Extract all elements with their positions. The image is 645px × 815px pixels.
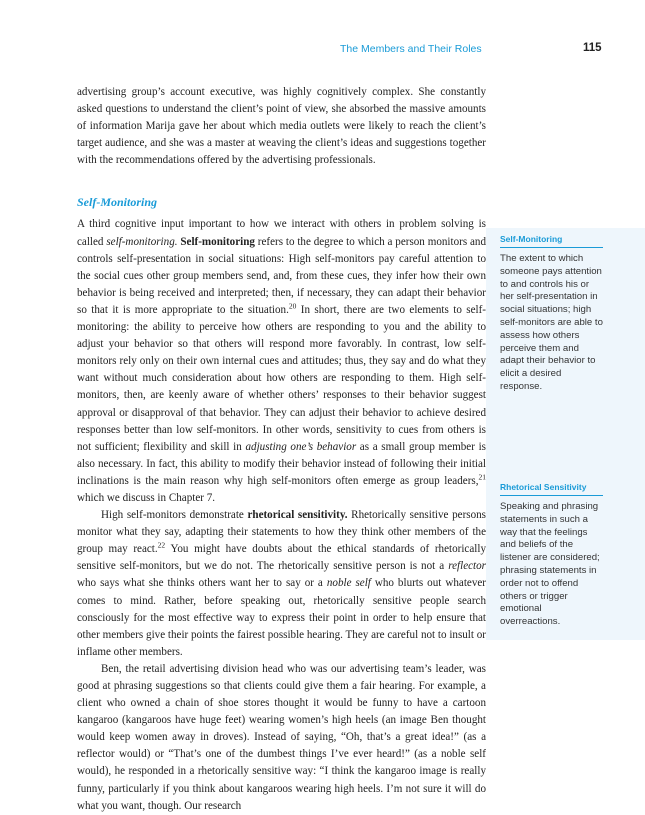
section-heading: Self-Monitoring	[77, 195, 158, 210]
text-run: A third cognitive input important to how we interact with others in problem solving is called	[77, 218, 486, 248]
footnote-ref: 21	[478, 472, 486, 482]
paragraph-rhetorical-sensitivity	[77, 507, 486, 661]
italic-term: reflector	[448, 560, 486, 573]
italic-phrase: adjusting one’s behavior	[245, 440, 357, 453]
italic-term: noble self	[326, 577, 371, 590]
glossary-term: Rhetorical Sensitivity	[500, 482, 603, 496]
text-run: as a small group member is also necessary. In fact, this ability to modify their behavior instead of following their initial inclinations is the main reason why high self-monitors often emerge as group leaders,	[77, 440, 486, 487]
text-run: which we discuss in Chapter 7.	[77, 491, 216, 504]
glossary-definition: Speaking and phrasing statements in such a way that the feelings and beliefs of the listener are considered; phrasing statements in order not to offend others or trigger emotional overreactions.	[500, 501, 600, 628]
paragraph-continued: advertising group’s account executive, was highly cognitively complex. She constantly asked questions to understand the client’s point of view, she absorbed the massive amounts of information Marija gave her about which media outlets were likely to reach the client’s target audience, and she was a master at weaving the client’s ideas and suggestions together with the recommendations offered by the advertising professionals.	[77, 86, 486, 167]
text-run: Rhetorically sensitive persons monitor what they say, adapting their statements to how they think other members of the group may react.	[77, 509, 486, 556]
glossary-definition: The extent to which someone pays attention to and controls his or her self-presentation in social situations; high self-monitors are able to assess how others perceive them and adapt their behavior to elicit a desired response.	[500, 253, 603, 392]
paragraph-example: Ben, the retail advertising division head who was our advertising team’s leader, was good at phrasing suggestions so that clients could give them a fair hearing. For example, a client who owned a chain of shoe stores thought it would be funny to have a cartoon kangaroo (kangaroos have huge feet) wearing women’s high heels (an image Ben thought would keep women away in droves). Instead of saying, “Oh, that’s a great idea!” (as a reflector would) or “That’s one of the dumbest things I’ve ever heard!” (as a noble self would), he responded in a rhetorically sensitive way: “I think the kangaroo image is really funny, particularly if you think about kangaroos wearing high heels. I’m not sure it will do what you want, though. Our research	[77, 662, 486, 812]
bold-key-term: Self-monitoring	[180, 235, 255, 248]
footnote-ref: 20	[288, 301, 297, 311]
footnote-ref: 22	[157, 540, 166, 550]
text-run: You might have doubts about the ethical standards of rhetorically sensitive self-monitors, but we do not. The rhetorically sensitive person is not a	[77, 543, 486, 573]
glossary-entry-rhetorical-sensitivity	[500, 482, 603, 629]
running-header-title: The Members and Their Roles	[340, 43, 482, 55]
paragraph-self-monitoring	[77, 216, 486, 507]
text-run: High self-monitors demonstrate	[101, 509, 248, 522]
page-number: 115	[583, 42, 602, 54]
text-run: refers to the degree to which a person monitors and controls self-presentation in social situations: High self-monitors pay careful attention to the social cues other group members send, and, from these cues, they infer how their own behavior is being received and interpreted; then, if necessary, they can adapt their behavior so that it is more appropriate to the situation.	[77, 235, 486, 316]
glossary-term: Self-Monitoring	[500, 234, 603, 248]
main-text-column	[77, 84, 486, 815]
text-run: who says what she thinks others want her to say or a	[77, 577, 327, 590]
text-run: who blurts out whatever comes to mind. Rather, before speaking out, rhetorically sensitive people search consciously for the most effective way to express their point in order to help ensure that other members give their points the fairest possible hearing. They are careful not to insult or inflame other members.	[77, 577, 486, 658]
text-run: In short, there are two elements to self-monitoring: the ability to perceive how others are responding to you and the ability to adjust your behavior so that others will respond more favorably. In contrast, low self-monitors rely only on their own internal cues and attitudes; thus, they say and do what they want without much consideration about how others are responding to them. High self-monitors, then, are keenly aware of whether others’ responses to their behavior suggest approval or disapproval of that behavior. They can adjust their behavior to achieve desired responses better than low self-monitors. In other words, sensitivity to cues from others is not sufficient; flexibility and skill in	[77, 303, 486, 453]
italic-term: self-monitoring.	[106, 235, 178, 248]
bold-key-term: rhetorical sensitivity.	[247, 509, 348, 522]
glossary-entry-self-monitoring	[500, 234, 603, 394]
